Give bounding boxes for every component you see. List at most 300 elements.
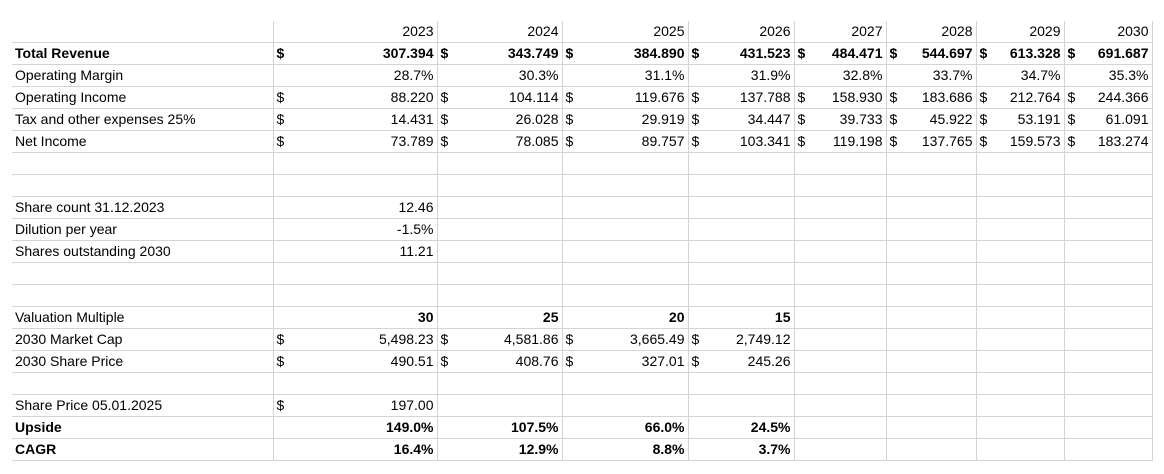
blank-row-1-currency-2024[interactable] <box>437 153 457 175</box>
valuation-0-value-2026[interactable]: 15 <box>708 307 794 329</box>
model-4-value-2023[interactable]: 73.789 <box>293 131 437 153</box>
row-label[interactable]: Operating Income <box>12 87 273 109</box>
blank-row-4-value-2026[interactable] <box>708 285 794 307</box>
returns-0-value-2030[interactable] <box>1064 395 1152 417</box>
cell-number: 183.274 <box>1097 133 1149 149</box>
row-label[interactable]: Shares outstanding 2030 <box>12 241 273 263</box>
shares-1-currency-2023[interactable] <box>273 219 293 241</box>
blank-row-1-value-2027[interactable] <box>794 153 886 175</box>
blank-row-3-currency-2024[interactable] <box>437 263 457 285</box>
currency-symbol: $ <box>889 45 898 61</box>
blank-row-1-currency-2026[interactable] <box>688 153 708 175</box>
currency-symbol: $ <box>889 89 898 105</box>
shares-2-value-2027[interactable] <box>794 241 886 263</box>
returns-row-1 <box>12 417 1152 439</box>
valuation-1-currency-2024[interactable]: $ <box>437 329 457 351</box>
returns-0-currency-2025[interactable] <box>562 395 582 417</box>
blank-row-1-value-2029[interactable] <box>976 153 1064 175</box>
valuation-0-currency-2025[interactable] <box>562 307 582 329</box>
returns-1-currency-2025[interactable] <box>562 417 582 439</box>
blank-row-1-value-2025[interactable] <box>582 153 688 175</box>
blank-row-4-value-2028[interactable] <box>886 285 976 307</box>
model-1-value-2030[interactable]: 35.3% <box>1064 65 1152 87</box>
model-row-2 <box>12 87 1152 109</box>
model-0-value-2028[interactable] <box>886 43 976 65</box>
model-2-currency-2023[interactable]: $ <box>273 87 293 109</box>
model-1-currency-2025[interactable] <box>562 65 582 87</box>
shares-2-currency-2024[interactable] <box>437 241 457 263</box>
shares-2-value-2023[interactable]: 11.21 <box>293 241 437 263</box>
blank-row-1-value-2024[interactable] <box>457 153 562 175</box>
shares-0-value-2023[interactable]: 12.46 <box>293 197 437 219</box>
model-3-value-2030[interactable] <box>1064 109 1152 131</box>
model-4-currency-2026[interactable]: $ <box>688 131 708 153</box>
currency-symbol: $ <box>1067 45 1076 61</box>
row-label[interactable]: Operating Margin <box>12 65 273 87</box>
shares-2-value-2030[interactable] <box>1064 241 1152 263</box>
valuation-1-value-2025[interactable]: 3,665.49 <box>582 329 688 351</box>
shares-row-0 <box>12 197 1152 219</box>
blank-row-3-currency-2026[interactable] <box>688 263 708 285</box>
valuation-0-currency-2023[interactable] <box>273 307 293 329</box>
cell-number: 119.198 <box>832 133 883 149</box>
model-2-value-2026[interactable]: 137.788 <box>708 87 794 109</box>
blank-row-3-value-2028[interactable] <box>886 263 976 285</box>
shares-1-value-2026[interactable] <box>708 219 794 241</box>
blank-row-5-value-2028[interactable] <box>886 373 976 395</box>
blank-row-4-value-2023[interactable] <box>293 285 437 307</box>
shares-row-1 <box>12 219 1152 241</box>
blank-row-4-currency-2023[interactable] <box>273 285 293 307</box>
blank-row-5-currency-2023[interactable] <box>273 373 293 395</box>
cell-number: 159.573 <box>1009 133 1061 149</box>
model-3-value-2025[interactable]: 29.919 <box>582 109 688 131</box>
blank-row-2-currency-2023[interactable] <box>273 175 293 197</box>
blank-row-3-value-2029[interactable] <box>976 263 1064 285</box>
currency-symbol: $ <box>1067 111 1076 127</box>
shares-2-value-2025[interactable] <box>582 241 688 263</box>
returns-2-currency-2024[interactable] <box>437 439 457 461</box>
blank-row-2-value-2023[interactable] <box>293 175 437 197</box>
blank-row-1-currency-2025[interactable] <box>562 153 582 175</box>
blank-row-5-currency-2026[interactable] <box>688 373 708 395</box>
cell-number: 53.191 <box>1017 111 1061 127</box>
shares-2-value-2024[interactable] <box>457 241 562 263</box>
returns-1-currency-2026[interactable] <box>688 417 708 439</box>
shares-1-value-2030[interactable] <box>1064 219 1152 241</box>
row-label[interactable]: Share count 31.12.2023 <box>12 197 273 219</box>
shares-0-currency-2023[interactable] <box>273 197 293 219</box>
model-2-value-2027[interactable] <box>794 87 886 109</box>
cell-number: 613.328 <box>1009 45 1061 61</box>
blank-row-4-currency-2024[interactable] <box>437 285 457 307</box>
returns-0-value-2025[interactable] <box>582 395 688 417</box>
valuation-2-value-2024[interactable]: 408.76 <box>457 351 562 373</box>
model-1-value-2026[interactable]: 31.9% <box>708 65 794 87</box>
model-1-value-2024[interactable]: 30.3% <box>457 65 562 87</box>
currency-symbol: $ <box>979 133 988 149</box>
model-4-value-2027[interactable] <box>794 131 886 153</box>
blank-row-2-value-2024[interactable] <box>457 175 562 197</box>
returns-2-currency-2026[interactable] <box>688 439 708 461</box>
valuation-row-0 <box>12 307 1152 329</box>
cell-number: 137.765 <box>921 133 973 149</box>
blank-row-5-value-2023[interactable] <box>293 373 437 395</box>
model-0-value-2027[interactable] <box>794 43 886 65</box>
valuation-1-value-2029[interactable] <box>976 329 1064 351</box>
row-label[interactable]: Total Revenue <box>12 43 273 65</box>
model-2-value-2024[interactable]: 104.114 <box>457 87 562 109</box>
model-2-currency-2024[interactable]: $ <box>437 87 457 109</box>
row-label[interactable]: Share Price 05.01.2025 <box>12 395 273 417</box>
year-header-2025[interactable]: 2025 <box>582 21 688 43</box>
row-label[interactable] <box>12 175 273 197</box>
model-3-value-2023[interactable]: 14.431 <box>293 109 437 131</box>
blank-row-2-value-2029[interactable] <box>976 175 1064 197</box>
header-spacer-2026[interactable] <box>688 21 708 43</box>
valuation-0-value-2023[interactable]: 30 <box>293 307 437 329</box>
model-2-value-2023[interactable]: 88.220 <box>293 87 437 109</box>
row-label[interactable]: CAGR <box>12 439 273 461</box>
cell-number: 61.091 <box>1105 111 1149 127</box>
currency-symbol: $ <box>797 111 806 127</box>
model-1-currency-2024[interactable] <box>437 65 457 87</box>
model-1-value-2029[interactable]: 34.7% <box>976 65 1064 87</box>
blank-row-1-value-2026[interactable] <box>708 153 794 175</box>
currency-symbol: $ <box>889 133 898 149</box>
row-label[interactable] <box>12 285 273 307</box>
model-0-currency-2025[interactable]: $ <box>562 43 582 65</box>
model-0-currency-2023[interactable]: $ <box>273 43 293 65</box>
year-header-2023[interactable]: 2023 <box>293 21 437 43</box>
returns-2-value-2030[interactable] <box>1064 439 1152 461</box>
valuation-0-value-2024[interactable]: 25 <box>457 307 562 329</box>
model-4-value-2030[interactable] <box>1064 131 1152 153</box>
valuation-1-value-2027[interactable] <box>794 329 886 351</box>
returns-1-value-2030[interactable] <box>1064 417 1152 439</box>
model-0-value-2026[interactable]: 431.523 <box>708 43 794 65</box>
returns-0-value-2027[interactable] <box>794 395 886 417</box>
blank-row-3-value-2024[interactable] <box>457 263 562 285</box>
model-0-value-2023[interactable]: 307.394 <box>293 43 437 65</box>
shares-2-currency-2023[interactable] <box>273 241 293 263</box>
returns-2-value-2028[interactable] <box>886 439 976 461</box>
model-3-value-2026[interactable]: 34.447 <box>708 109 794 131</box>
year-header-2027[interactable]: 2027 <box>794 21 886 43</box>
row-label[interactable]: 2030 Market Cap <box>12 329 273 351</box>
blank-row-4-value-2025[interactable] <box>582 285 688 307</box>
blank-row-3 <box>12 263 1152 285</box>
returns-0-currency-2026[interactable] <box>688 395 708 417</box>
model-3-value-2024[interactable]: 26.028 <box>457 109 562 131</box>
model-2-value-2028[interactable] <box>886 87 976 109</box>
valuation-1-currency-2025[interactable]: $ <box>562 329 582 351</box>
blank-row-2-value-2030[interactable] <box>1064 175 1152 197</box>
row-label[interactable]: 2030 Share Price <box>12 351 273 373</box>
returns-0-currency-2023[interactable]: $ <box>273 395 293 417</box>
valuation-1-currency-2023[interactable]: $ <box>273 329 293 351</box>
cell-number: 544.697 <box>921 45 973 61</box>
valuation-2-currency-2025[interactable]: $ <box>562 351 582 373</box>
valuation-2-currency-2026[interactable]: $ <box>688 351 708 373</box>
blank-row-3-value-2027[interactable] <box>794 263 886 285</box>
blank-row-4-currency-2026[interactable] <box>688 285 708 307</box>
returns-0-value-2029[interactable] <box>976 395 1064 417</box>
valuation-2-currency-2023[interactable]: $ <box>273 351 293 373</box>
row-label[interactable]: Dilution per year <box>12 219 273 241</box>
header-spacer-2024[interactable] <box>437 21 457 43</box>
blank-row-5-value-2027[interactable] <box>794 373 886 395</box>
year-header-2028[interactable]: 2028 <box>886 21 976 43</box>
year-header-2026[interactable]: 2026 <box>708 21 794 43</box>
valuation-2-value-2029[interactable] <box>976 351 1064 373</box>
returns-1-currency-2024[interactable] <box>437 417 457 439</box>
blank-row-1-value-2023[interactable] <box>293 153 437 175</box>
blank-row-5-currency-2024[interactable] <box>437 373 457 395</box>
shares-1-value-2024[interactable] <box>457 219 562 241</box>
valuation-1-value-2028[interactable] <box>886 329 976 351</box>
cell-number: 158.930 <box>831 89 883 105</box>
model-1-value-2025[interactable]: 31.1% <box>582 65 688 87</box>
returns-0-value-2028[interactable] <box>886 395 976 417</box>
model-row-1 <box>12 65 1152 87</box>
shares-0-value-2026[interactable] <box>708 197 794 219</box>
valuation-1-value-2030[interactable] <box>1064 329 1152 351</box>
blank-row-1 <box>12 153 1152 175</box>
blank-row-3-value-2025[interactable] <box>582 263 688 285</box>
blank-row-2-currency-2025[interactable] <box>562 175 582 197</box>
valuation-2-value-2027[interactable] <box>794 351 886 373</box>
valuation-2-value-2023[interactable]: 490.51 <box>293 351 437 373</box>
valuation-2-currency-2024[interactable]: $ <box>437 351 457 373</box>
currency-symbol: $ <box>1067 133 1076 149</box>
blank-row-4-value-2027[interactable] <box>794 285 886 307</box>
returns-1-value-2027[interactable] <box>794 417 886 439</box>
blank-row-1-value-2028[interactable] <box>886 153 976 175</box>
currency-symbol: $ <box>979 111 988 127</box>
valuation-2-value-2028[interactable] <box>886 351 976 373</box>
model-4-currency-2025[interactable]: $ <box>562 131 582 153</box>
shares-0-currency-2025[interactable] <box>562 197 582 219</box>
shares-1-currency-2026[interactable] <box>688 219 708 241</box>
blank-row-4-value-2029[interactable] <box>976 285 1064 307</box>
valuation-0-currency-2026[interactable] <box>688 307 708 329</box>
model-0-value-2029[interactable] <box>976 43 1064 65</box>
model-1-value-2023[interactable]: 28.7% <box>293 65 437 87</box>
blank-row-4-value-2024[interactable] <box>457 285 562 307</box>
blank-row-5-value-2029[interactable] <box>976 373 1064 395</box>
valuation-1-value-2024[interactable]: 4,581.86 <box>457 329 562 351</box>
currency-symbol: $ <box>797 133 806 149</box>
model-0-value-2025[interactable]: 384.890 <box>582 43 688 65</box>
model-2-currency-2026[interactable]: $ <box>688 87 708 109</box>
blank-row-2-value-2026[interactable] <box>708 175 794 197</box>
model-row-4 <box>12 131 1152 153</box>
returns-0-currency-2024[interactable] <box>437 395 457 417</box>
shares-0-currency-2026[interactable] <box>688 197 708 219</box>
shares-0-currency-2024[interactable] <box>437 197 457 219</box>
model-3-value-2027[interactable] <box>794 109 886 131</box>
blank-row-4-value-2030[interactable] <box>1064 285 1152 307</box>
model-3-currency-2025[interactable]: $ <box>562 109 582 131</box>
returns-1-value-2028[interactable] <box>886 417 976 439</box>
blank-row-2-value-2028[interactable] <box>886 175 976 197</box>
shares-0-value-2024[interactable] <box>457 197 562 219</box>
row-label[interactable] <box>12 153 273 175</box>
valuation-0-currency-2024[interactable] <box>437 307 457 329</box>
model-3-value-2028[interactable] <box>886 109 976 131</box>
blank-row-2-currency-2026[interactable] <box>688 175 708 197</box>
blank-row-3-currency-2023[interactable] <box>273 263 293 285</box>
model-0-currency-2024[interactable]: $ <box>437 43 457 65</box>
blank-row-2 <box>12 175 1152 197</box>
blank-row-5-value-2025[interactable] <box>582 373 688 395</box>
header-spacer-2025[interactable] <box>562 21 582 43</box>
model-4-currency-2024[interactable]: $ <box>437 131 457 153</box>
cell-number: 183.686 <box>921 89 973 105</box>
model-0-value-2024[interactable]: 343.749 <box>457 43 562 65</box>
blank-row-5-currency-2025[interactable] <box>562 373 582 395</box>
shares-0-value-2028[interactable] <box>886 197 976 219</box>
row-label[interactable] <box>12 263 273 285</box>
currency-symbol: $ <box>797 45 806 61</box>
blank-row-1-value-2030[interactable] <box>1064 153 1152 175</box>
model-3-currency-2023[interactable]: $ <box>273 109 293 131</box>
currency-symbol: $ <box>1067 89 1076 105</box>
row-label[interactable]: Net Income <box>12 131 273 153</box>
model-2-value-2030[interactable] <box>1064 87 1152 109</box>
shares-1-currency-2024[interactable] <box>437 219 457 241</box>
valuation-2-value-2026[interactable]: 245.26 <box>708 351 794 373</box>
returns-0-value-2023[interactable]: 197.00 <box>293 395 437 417</box>
returns-2-value-2023[interactable]: 16.4% <box>293 439 437 461</box>
returns-2-value-2025[interactable]: 8.8% <box>582 439 688 461</box>
blank-row-5-value-2024[interactable] <box>457 373 562 395</box>
shares-0-value-2030[interactable] <box>1064 197 1152 219</box>
shares-2-currency-2025[interactable] <box>562 241 582 263</box>
returns-2-currency-2023[interactable] <box>273 439 293 461</box>
returns-1-currency-2023[interactable] <box>273 417 293 439</box>
row-label[interactable]: Upside <box>12 417 273 439</box>
shares-1-value-2027[interactable] <box>794 219 886 241</box>
blank-row-2-value-2025[interactable] <box>582 175 688 197</box>
blank-row-4-currency-2025[interactable] <box>562 285 582 307</box>
model-1-value-2028[interactable]: 33.7% <box>886 65 976 87</box>
header-spacer-2023[interactable] <box>273 21 293 43</box>
model-1-value-2027[interactable]: 32.8% <box>794 65 886 87</box>
returns-row-2 <box>12 439 1152 461</box>
returns-2-value-2027[interactable] <box>794 439 886 461</box>
model-1-currency-2023[interactable] <box>273 65 293 87</box>
model-2-currency-2025[interactable]: $ <box>562 87 582 109</box>
blank-row-2-value-2027[interactable] <box>794 175 886 197</box>
blank-row-3-value-2030[interactable] <box>1064 263 1152 285</box>
year-header-row <box>12 21 1152 43</box>
returns-1-value-2025[interactable]: 66.0% <box>582 417 688 439</box>
returns-0-value-2024[interactable] <box>457 395 562 417</box>
shares-1-value-2025[interactable] <box>582 219 688 241</box>
model-4-value-2026[interactable]: 103.341 <box>708 131 794 153</box>
model-2-value-2025[interactable]: 119.676 <box>582 87 688 109</box>
valuation-1-currency-2026[interactable]: $ <box>688 329 708 351</box>
model-0-currency-2026[interactable]: $ <box>688 43 708 65</box>
shares-2-value-2028[interactable] <box>886 241 976 263</box>
valuation-0-value-2030[interactable] <box>1064 307 1152 329</box>
valuation-2-value-2030[interactable] <box>1064 351 1152 373</box>
cell-number: 691.687 <box>1097 45 1149 61</box>
shares-2-currency-2026[interactable] <box>688 241 708 263</box>
returns-0-value-2026[interactable] <box>708 395 794 417</box>
blank-row-5-value-2026[interactable] <box>708 373 794 395</box>
currency-symbol: $ <box>979 89 988 105</box>
cell-number: 244.366 <box>1097 89 1149 105</box>
blank-row-3-value-2023[interactable] <box>293 263 437 285</box>
shares-0-value-2027[interactable] <box>794 197 886 219</box>
valuation-0-value-2025[interactable]: 20 <box>582 307 688 329</box>
valuation-0-value-2029[interactable] <box>976 307 1064 329</box>
year-header-2029[interactable]: 2029 <box>976 21 1064 43</box>
year-header-2030[interactable]: 2030 <box>1064 21 1152 43</box>
valuation-row-2 <box>12 351 1152 373</box>
shares-1-currency-2025[interactable] <box>562 219 582 241</box>
model-3-value-2029[interactable] <box>976 109 1064 131</box>
shares-2-value-2029[interactable] <box>976 241 1064 263</box>
row-label[interactable] <box>12 373 273 395</box>
blank-row-3-value-2026[interactable] <box>708 263 794 285</box>
shares-0-value-2025[interactable] <box>582 197 688 219</box>
header-blank[interactable] <box>12 21 273 43</box>
blank-row-3-currency-2025[interactable] <box>562 263 582 285</box>
shares-1-value-2023[interactable]: -1.5% <box>293 219 437 241</box>
model-1-currency-2026[interactable] <box>688 65 708 87</box>
row-label[interactable]: Valuation Multiple <box>12 307 273 329</box>
valuation-1-value-2023[interactable]: 5,498.23 <box>293 329 437 351</box>
returns-2-currency-2025[interactable] <box>562 439 582 461</box>
model-4-value-2025[interactable]: 89.757 <box>582 131 688 153</box>
shares-1-value-2028[interactable] <box>886 219 976 241</box>
model-4-value-2024[interactable]: 78.085 <box>457 131 562 153</box>
model-0-value-2030[interactable] <box>1064 43 1152 65</box>
returns-1-value-2029[interactable] <box>976 417 1064 439</box>
model-4-value-2028[interactable] <box>886 131 976 153</box>
shares-2-value-2026[interactable] <box>708 241 794 263</box>
model-2-value-2029[interactable] <box>976 87 1064 109</box>
valuation-0-value-2027[interactable] <box>794 307 886 329</box>
returns-2-value-2024[interactable]: 12.9% <box>457 439 562 461</box>
valuation-0-value-2028[interactable] <box>886 307 976 329</box>
returns-1-value-2026[interactable]: 24.5% <box>708 417 794 439</box>
model-3-currency-2024[interactable]: $ <box>437 109 457 131</box>
valuation-1-value-2026[interactable]: 2,749.12 <box>708 329 794 351</box>
returns-1-value-2023[interactable]: 149.0% <box>293 417 437 439</box>
cell-number: 484.471 <box>831 45 883 61</box>
blank-row-1-currency-2023[interactable] <box>273 153 293 175</box>
shares-0-value-2029[interactable] <box>976 197 1064 219</box>
returns-2-value-2029[interactable] <box>976 439 1064 461</box>
year-header-2024[interactable]: 2024 <box>457 21 562 43</box>
shares-row-2 <box>12 241 1152 263</box>
model-3-currency-2026[interactable]: $ <box>688 109 708 131</box>
blank-row-5-value-2030[interactable] <box>1064 373 1152 395</box>
model-4-currency-2023[interactable]: $ <box>273 131 293 153</box>
blank-row-2-currency-2024[interactable] <box>437 175 457 197</box>
valuation-2-value-2025[interactable]: 327.01 <box>582 351 688 373</box>
returns-2-value-2026[interactable]: 3.7% <box>708 439 794 461</box>
shares-1-value-2029[interactable] <box>976 219 1064 241</box>
model-4-value-2029[interactable] <box>976 131 1064 153</box>
row-label[interactable]: Tax and other expenses 25% <box>12 109 273 131</box>
returns-1-value-2024[interactable]: 107.5% <box>457 417 562 439</box>
